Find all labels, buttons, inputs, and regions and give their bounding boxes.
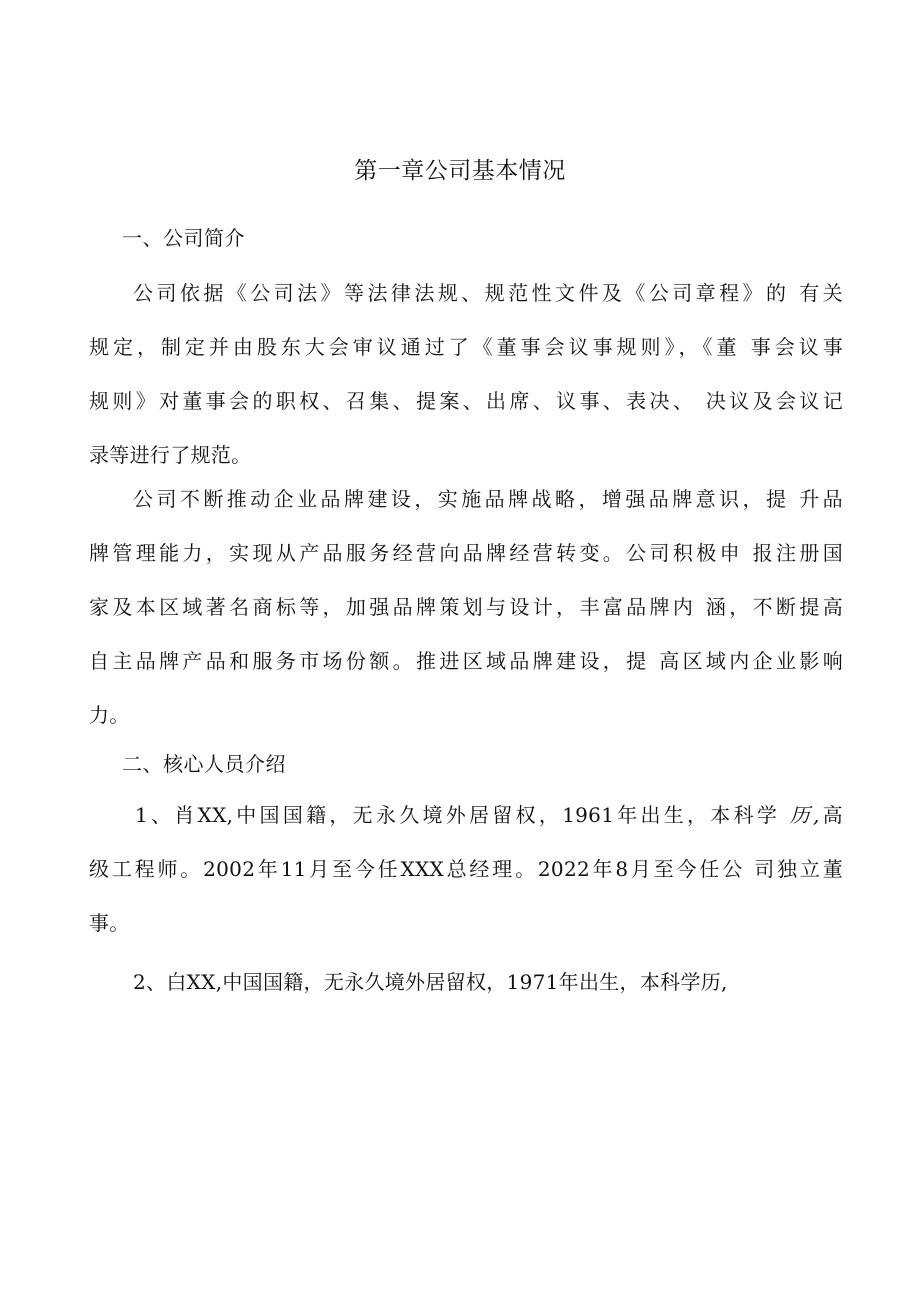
paragraph-line: 级工程师。2002年11月至今任XXX总经理。2022年8月至今任公 司独立董 (89, 857, 843, 881)
bio-text: 1、肖XX,中国国籍，无永久境外居留权，1961年出生，本科学 (135, 803, 790, 827)
paragraph-line: 公司不断推动企业品牌建设，实施品牌战略，增强品牌意识，提 升品 (133, 487, 843, 511)
paragraph-line: 牌管理能力，实现从产品服务经营向品牌经营转变。公司积极申 报注册国 (89, 541, 843, 565)
person-2-bio (89, 955, 843, 1009)
paragraph-line: 公司依据《公司法》等法律法规、规范性文件及《公司章程》的 有关 (133, 281, 843, 305)
paragraph-brand (89, 472, 843, 742)
paragraph-line: 录等进行了规范。 (89, 443, 252, 467)
paragraph-line: 力。 (89, 703, 130, 727)
bio-text: 高 (819, 803, 843, 827)
paragraph-line: 规定，制定并由股东大会审议通过了《董事会议事规则》，《董 事会议事 (89, 335, 843, 359)
section-heading-company-profile: 一、公司简介 (122, 226, 245, 250)
paragraph-line (89, 788, 843, 842)
bio-text-italic: 历, (789, 803, 820, 827)
section-heading-core-personnel: 二、核心人员介绍 (122, 752, 286, 776)
chapter-title: 第一章公司基本情况 (354, 158, 566, 184)
paragraph-line: 自主品牌产品和服务市场份额。推进区域品牌建设，提 高区域内企业影响 (89, 649, 843, 673)
paragraph-line: 2、白XX,中国国籍，无永久境外居留权，1971年出生，本科学历, (133, 970, 728, 994)
person-1-bio (89, 788, 843, 950)
paragraph-line: 家及本区域著名商标等，加强品牌策划与设计，丰富品牌内 涵，不断提高 (89, 595, 843, 619)
paragraph-line: 规则》对董事会的职权、召集、提案、出席、议事、表决、 决议及会议记 (89, 389, 843, 413)
paragraph-line: 事。 (89, 911, 130, 935)
paragraph-rules (89, 266, 843, 482)
